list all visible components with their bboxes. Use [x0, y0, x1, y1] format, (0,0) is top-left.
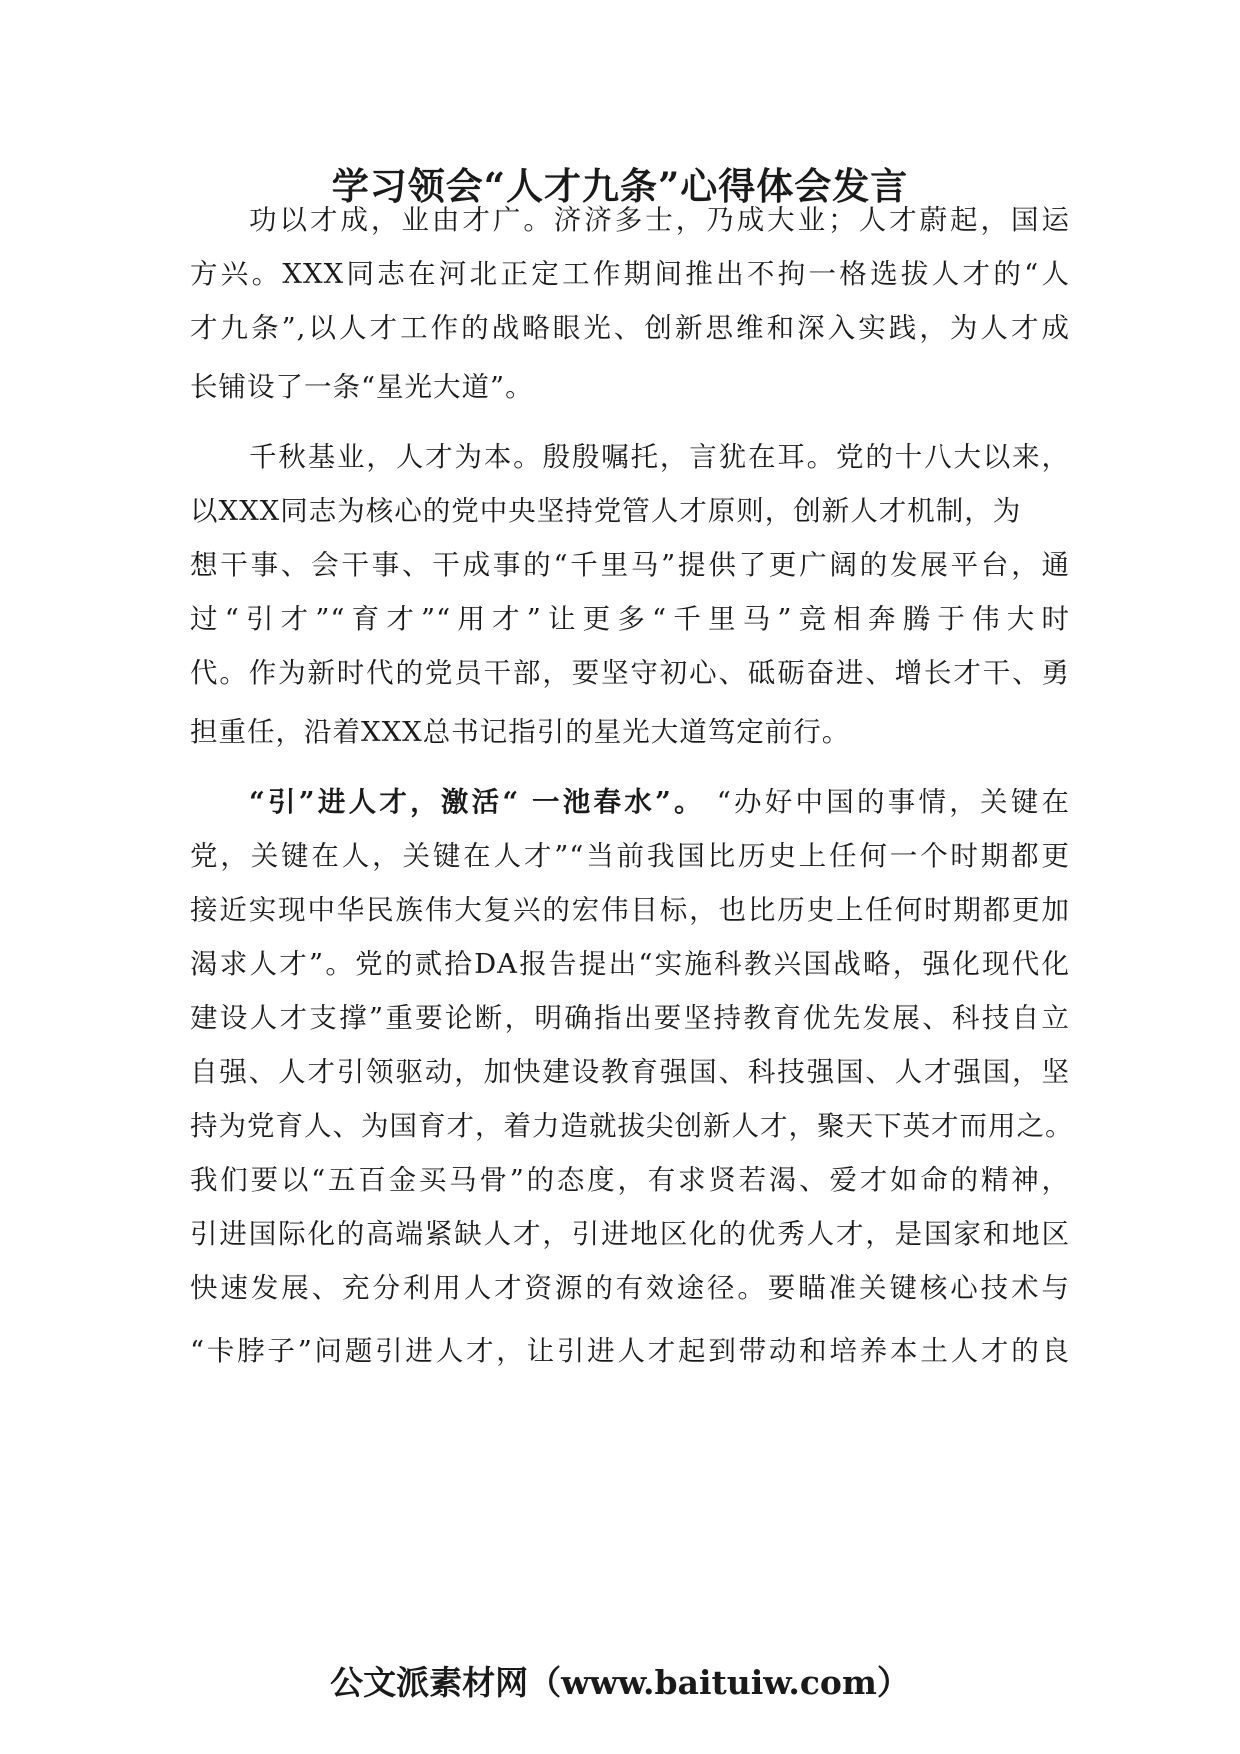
paragraph-1-line: 功以才成，业由才广。济济多士，乃成大业；人才蔚起，国运 [249, 204, 1070, 236]
paragraph-2-line: 千秋基业，人才为本。殷殷嘱托，言犹在耳。党的十八大以来， [249, 441, 1070, 473]
paragraph-2-line: 过“引才”“育才”“用才”让更多“千里马”竞相奔腾于伟大时 [190, 603, 1070, 635]
footer-watermark: 公文派素材网（www.baituiw.com） [330, 1663, 910, 1702]
page-title: 学习领会“人才九条”心得体会发言 [331, 164, 909, 208]
paragraph-1-line: 方兴。XXX同志在河北正定工作期间推出不拘一格选拔人才的“人 [190, 258, 1070, 290]
paragraph-3-line: 建设人才支撑”重要论断，明确指出要坚持教育优先发展、科技自立 [190, 1002, 1070, 1034]
paragraph-3-first-line [249, 782, 1070, 822]
paragraph-2-line: 担重任，沿着XXX总书记指引的星光大道笃定前行。 [190, 716, 851, 748]
paragraph-3-line: 接近实现中华民族伟大复兴的宏伟目标，也比历史上任何时期都更加 [190, 894, 1070, 926]
paragraph-3-line: 引进国际化的高端紧缺人才，引进地区化的优秀人才，是国家和地区 [190, 1218, 1070, 1250]
paragraph-2-line: 代。作为新时代的党员干部，要坚守初心、砥砺奋进、增长才干、勇 [190, 657, 1070, 689]
paragraph-3-text: “办好中国的事情，关键在 [704, 786, 1070, 818]
paragraph-3-line: 我们要以“五百金买马骨”的态度，有求贤若渴、爱才如命的精神， [190, 1164, 1070, 1196]
paragraph-3-line: “卡脖子”问题引进人才，让引进人才起到带动和培养本土人才的良 [190, 1335, 1070, 1367]
paragraph-3-line: 持为党育人、为国育才，着力造就拔尖创新人才，聚天下英才而用之。 [190, 1110, 1074, 1142]
paragraph-2-line: 想干事、会干事、干成事的“千里马”提供了更广阔的发展平台，通 [190, 549, 1070, 581]
paragraph-3-line: 自强、人才引领驱动，加快建设教育强国、科技强国、人才强国，坚 [190, 1056, 1070, 1088]
paragraph-3-line: 渴求人才”。党的贰拾DA报告提出“实施科教兴国战略，强化现代化 [190, 948, 1070, 980]
paragraph-1-line: 才九条”,以人才工作的战略眼光、创新思维和深入实践，为人才成 [190, 312, 1070, 344]
paragraph-2-line: 以XXX同志为核心的党中央坚持党管人才原则，创新人才机制，为 [190, 495, 1022, 527]
section-heading: “引”进人才，激活“ 一池春水”。 [249, 786, 705, 818]
paragraph-1-line: 长铺设了一条“星光大道”。 [190, 371, 534, 403]
paragraph-3-line: 党，关键在人，关键在人才”“当前我国比历史上任何一个时期都更 [190, 840, 1070, 872]
paragraph-3-line: 快速发展、充分利用人才资源的有效途径。要瞄准关键核心技术与 [190, 1272, 1070, 1304]
